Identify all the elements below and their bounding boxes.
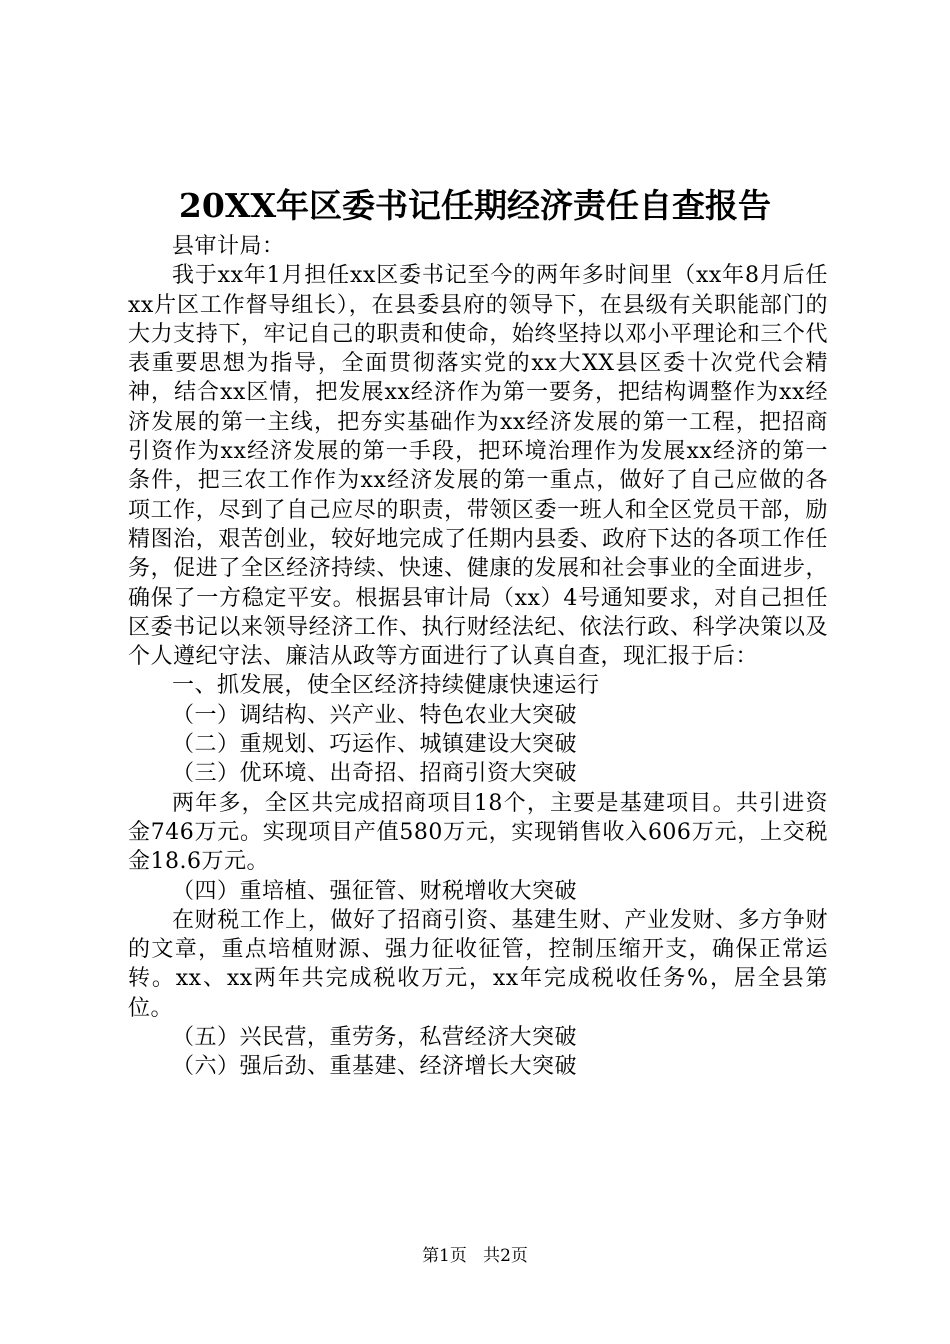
- subsection-heading-3: （三）优环境、出奇招、招商引资大突破: [172, 761, 578, 787]
- subsection-heading-2: （二）重规划、巧运作、城镇建设大突破: [172, 732, 578, 758]
- page-total: 共2页: [483, 1246, 528, 1266]
- document-body: [128, 232, 828, 1082]
- page-footer: [0, 1244, 950, 1268]
- salutation: 县审计局：: [172, 234, 285, 259]
- subsection-heading-6: （六）强后劲、重基建、经济增长大突破: [172, 1054, 578, 1080]
- subsection-heading-1: （一）调结构、兴产业、特色农业大突破: [172, 702, 578, 728]
- page-number: 第1页: [422, 1246, 467, 1266]
- paragraph-investment: 两年多，全区共完成招商项目18个，主要是基建项目。共引进资金746万元。实现项目产值580万元，实现销售收入606万元，上交税金18.6万元。: [128, 790, 828, 875]
- subsection-heading-5: （五）兴民营，重劳务，私营经济大突破: [172, 1025, 578, 1051]
- subsection-heading-4: （四）重培植、强征管、财税增收大突破: [172, 878, 578, 904]
- paragraph-finance: 在财税工作上，做好了招商引资、基建生财、产业发财、多方争财的文章，重点培植财源、强力征收征管，控制压缩开支，确保正常运转。xx、xx两年共完成税收万元，xx年完成税收任务%，居全县第位。: [128, 907, 828, 1021]
- section-heading-1: 一、抓发展，使全区经济持续健康快速运行: [172, 673, 600, 699]
- paragraph-intro: 我于xx年1月担任xx区委书记至今的两年多时间里（xx年8月后任xx片区工作督导组长），在县委县府的领导下，在县级有关职能部门的大力支持下，牢记自己的职责和使命，始终坚持以邓小平理论和三个代表重要思想为指导，全面贯彻落实党的xx大XX县区委十次党代会精神，结合xx区情，把发展xx经济作为第一要务，把结构调整作为xx经济发展的第一主线，把夯实基础作为xx经济发展的第一工程，把招商引资作为xx经济发展的第一手段，把环境治理作为发展xx经济的第一条件，把三农工作作为xx经济发展的第一重点，做好了自己应做的各项工作，尽到了自己应尽的职责，带领区委一班人和全区党员干部，励精图治，艰苦创业，较好地完成了任期内县委、政府下达的各项工作任务，促进了全区经济持续、快速、健康的发展和社会事业的全面进步，确保了一方稳定平安。根据县审计局（xx）4号通知要求，对自己担任区委书记以来领导经济工作、执行财经法纪、依法行政、科学决策以及个人遵纪守法、廉洁从政等方面进行了认真自查，现汇报于后：: [128, 263, 828, 670]
- document-title: 20XX年区委书记任期经济责任自查报告: [178, 186, 772, 225]
